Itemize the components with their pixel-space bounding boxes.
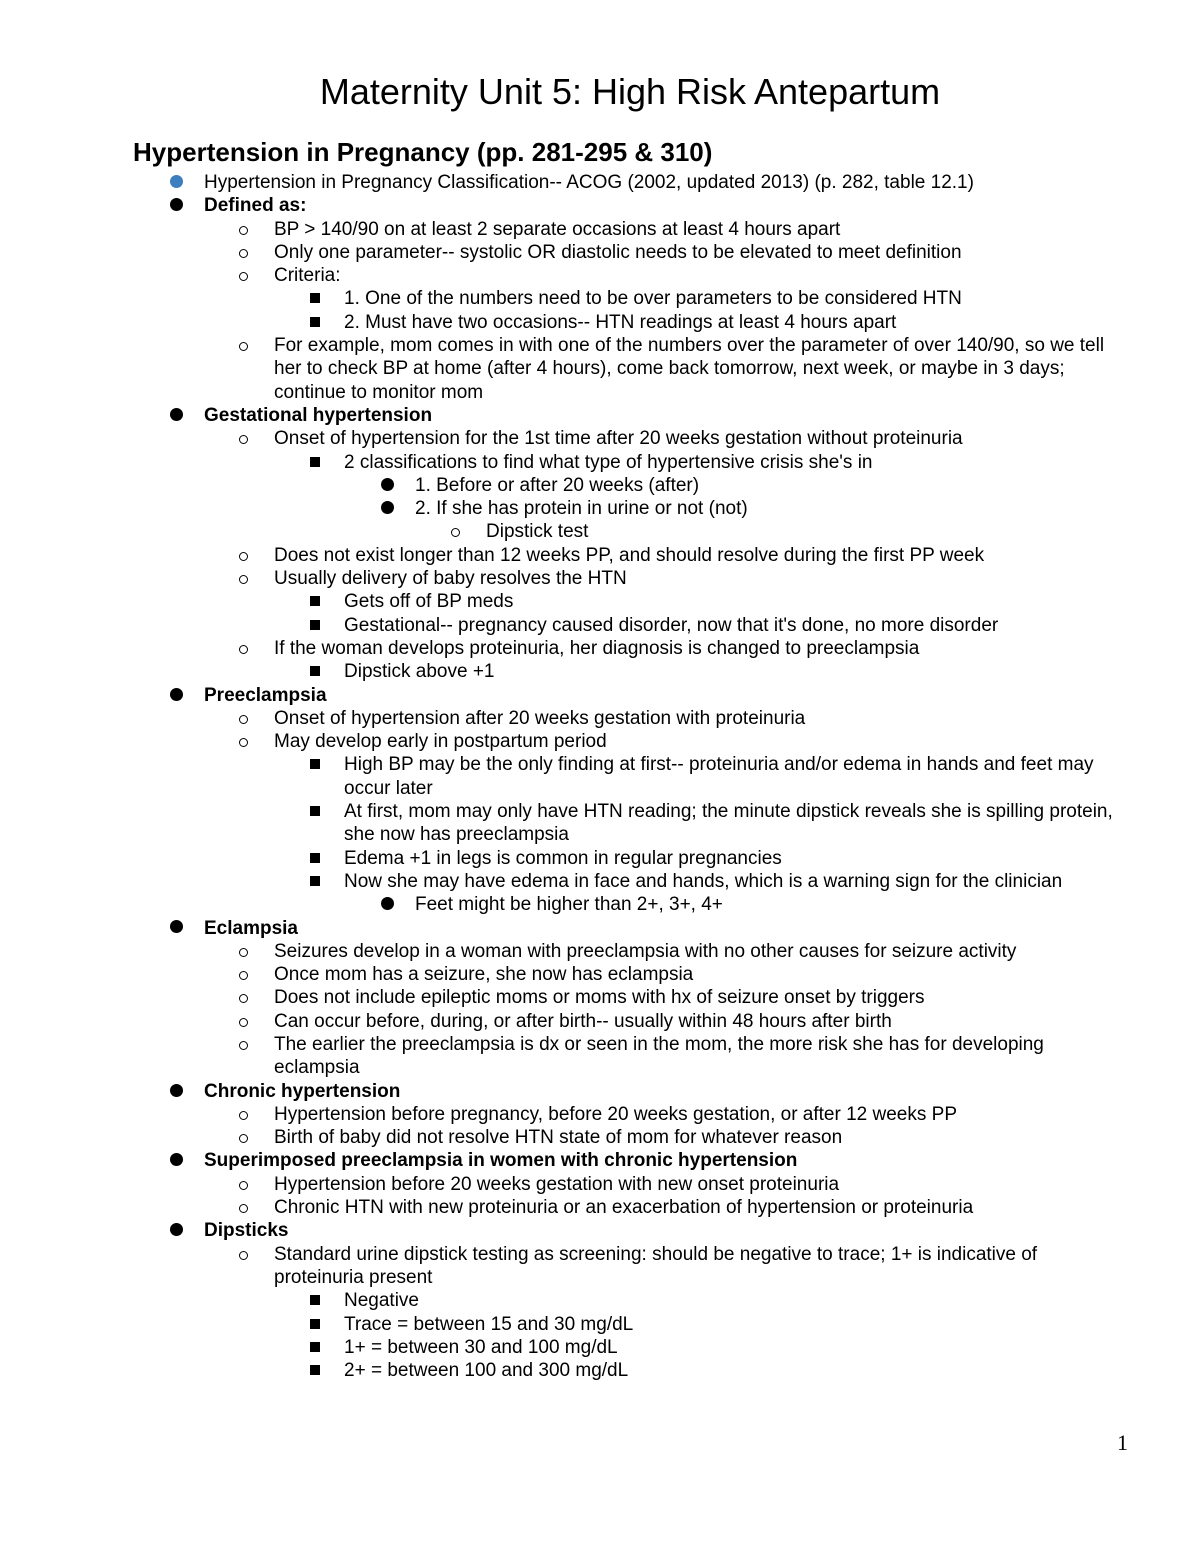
- bullet-square-icon: [310, 800, 320, 823]
- outline-item-text: 2 classifications to find what type of hypertensive crisis she's in: [344, 451, 873, 473]
- outline-item: [0, 287, 1200, 310]
- outline-item-text: Dipstick above +1: [344, 661, 495, 683]
- bullet-dot-icon: [170, 194, 183, 217]
- bullet-square-icon: [310, 1289, 320, 1312]
- outline-item-text: 2. Must have two occasions-- HTN readings at least 4 hours apart: [344, 311, 897, 333]
- bullet-dot-icon: [170, 171, 183, 194]
- bullet-circle-icon: [239, 940, 248, 963]
- outline-item-text: If the woman develops proteinuria, her diagnosis is changed to preeclampsia: [274, 637, 920, 659]
- bullet-circle-icon: [239, 1173, 248, 1196]
- outline-item-text: The earlier the preeclampsia is dx or seen in the mom, the more risk she has for developing eclampsia: [274, 1033, 1044, 1079]
- outline-item: [0, 753, 1200, 800]
- outline-item: [0, 194, 1200, 217]
- outline-item: [0, 660, 1200, 683]
- bullet-square-icon: [310, 870, 320, 893]
- outline-item: [0, 334, 1200, 404]
- bullet-square-icon: [310, 660, 320, 683]
- outline-item: [0, 707, 1200, 730]
- outline-item-text: Gestational-- pregnancy caused disorder, now that it's done, no more disorder: [344, 614, 999, 636]
- section-heading: Hypertension in Pregnancy (pp. 281-295 & 310): [133, 137, 713, 167]
- outline-item: [0, 637, 1200, 660]
- outline-item: [0, 1033, 1200, 1080]
- bullet-square-icon: [310, 1336, 320, 1359]
- outline-item-text: Gets off of BP meds: [344, 591, 514, 613]
- outline-item-text: Eclampsia: [204, 917, 298, 939]
- outline-item-text: Criteria:: [274, 265, 341, 287]
- outline-item: [0, 893, 1200, 916]
- outline-item: [0, 427, 1200, 450]
- outline-item: [0, 1219, 1200, 1242]
- outline-item: [0, 800, 1200, 847]
- outline-item: [0, 264, 1200, 287]
- outline-item-text: Hypertension before 20 weeks gestation with new onset proteinuria: [274, 1173, 840, 1195]
- bullet-circle-icon: [239, 637, 248, 660]
- outline-item-text: Can occur before, during, or after birth-- usually within 48 hours after birth: [274, 1010, 892, 1032]
- outline-item-text: Usually delivery of baby resolves the HTN: [274, 568, 627, 590]
- outline-item: [0, 590, 1200, 613]
- page-title: Maternity Unit 5: High Risk Antepartum: [319, 71, 941, 112]
- outline-item-text: At first, mom may only have HTN reading; the minute dipstick reveals she is spilling protein, she now has preeclampsia: [344, 801, 1113, 846]
- outline-item: [0, 614, 1200, 637]
- bullet-dot-icon: [170, 1219, 183, 1242]
- outline-item-text: Standard urine dipstick testing as screening: should be negative to trace; 1+ is indicative of proteinuria present: [274, 1243, 1038, 1288]
- outline-item-text: 1. Before or after 20 weeks (after): [415, 474, 700, 496]
- outline-item-text: Does not include epileptic moms or moms with hx of seizure onset by triggers: [274, 987, 925, 1009]
- outline-item: [0, 218, 1200, 241]
- bullet-dot-icon: [170, 1080, 183, 1103]
- bullet-circle-icon: [451, 520, 460, 543]
- outline-item-text: 2. If she has protein in urine or not (not): [415, 498, 748, 520]
- outline-item-text: Negative: [344, 1290, 419, 1312]
- bullet-circle-icon: [239, 567, 248, 590]
- bullet-dot-icon: [381, 497, 394, 520]
- bullet-circle-icon: [239, 1126, 248, 1149]
- outline-item: [0, 171, 1200, 194]
- bullet-square-icon: [310, 753, 320, 776]
- bullet-circle-icon: [239, 1010, 248, 1033]
- outline-item: [0, 1010, 1200, 1033]
- bullet-circle-icon: [239, 427, 248, 450]
- outline-item: [0, 684, 1200, 707]
- outline-item-text: Only one parameter-- systolic OR diastolic needs to be elevated to meet definition: [274, 241, 962, 263]
- outline-item-text: Dipsticks: [204, 1220, 289, 1242]
- outline-item: [0, 451, 1200, 474]
- outline-item: [0, 241, 1200, 264]
- outline-item-text: Now she may have edema in face and hands, which is a warning sign for the clinician: [344, 870, 1063, 892]
- bullet-circle-icon: [239, 264, 248, 287]
- outline-item: [0, 497, 1200, 520]
- outline-item: [0, 1126, 1200, 1149]
- outline-item: [0, 917, 1200, 940]
- outline-item-text: BP > 140/90 on at least 2 separate occasions at least 4 hours apart: [274, 218, 841, 240]
- bullet-circle-icon: [239, 963, 248, 986]
- outline-item-text: Hypertension in Pregnancy Classification-- ACOG (2002, updated 2013) (p. 282, table 12.1): [204, 172, 974, 193]
- outline-item: [0, 870, 1200, 893]
- bullet-circle-icon: [239, 730, 248, 753]
- bullet-square-icon: [310, 287, 320, 310]
- outline-item-text: Chronic HTN with new proteinuria or an exacerbation of hypertension or proteinuria: [274, 1197, 974, 1219]
- outline-item: [0, 730, 1200, 753]
- bullet-circle-icon: [239, 1196, 248, 1219]
- outline-item-text: For example, mom comes in with one of the numbers over the parameter of over 140/90, so we tell her to check BP at home (after 4 hours), come back tomorrow, next week, or maybe in 3 days; continue to monitor mom: [274, 335, 1105, 403]
- outline-item-text: 1. One of the numbers need to be over parameters to be considered HTN: [344, 288, 962, 310]
- bullet-circle-icon: [239, 1033, 248, 1056]
- outline-item-text: Edema +1 in legs is common in regular pregnancies: [344, 847, 782, 869]
- outline-item: [0, 1243, 1200, 1290]
- bullet-dot-icon: [381, 893, 394, 916]
- outline-item-text: Trace = between 15 and 30 mg/dL: [344, 1313, 634, 1335]
- outline-item-text: Seizures develop in a woman with preeclampsia with no other causes for seizure activity: [274, 940, 1017, 962]
- bulleted-outline: [0, 171, 1200, 1382]
- outline-item: [0, 986, 1200, 1009]
- outline-item-text: Gestational hypertension: [204, 404, 433, 426]
- bullet-circle-icon: [239, 1103, 248, 1126]
- outline-item: [0, 567, 1200, 590]
- outline-item-text: Chronic hypertension: [204, 1080, 401, 1102]
- outline-item-text: May develop early in postpartum period: [274, 731, 607, 753]
- bullet-circle-icon: [239, 218, 248, 241]
- outline-item-text: Superimposed preeclampsia in women with chronic hypertension: [204, 1150, 798, 1172]
- bullet-dot-icon: [170, 404, 183, 427]
- outline-item: [0, 1149, 1200, 1172]
- outline-item-text: Dipstick test: [486, 521, 589, 543]
- outline-item-text: High BP may be the only finding at first-- proteinuria and/or edema in hands and feet may occur later: [344, 754, 1094, 799]
- outline-item-text: 2+ = between 100 and 300 mg/dL: [344, 1360, 629, 1382]
- bullet-square-icon: [310, 1313, 320, 1336]
- outline-item-text: Defined as:: [204, 195, 307, 217]
- outline-item: [0, 311, 1200, 334]
- outline-item: [0, 1173, 1200, 1196]
- outline-item-text: Birth of baby did not resolve HTN state of mom for whatever reason: [274, 1127, 843, 1149]
- outline-item: [0, 474, 1200, 497]
- outline-item: [0, 1289, 1200, 1312]
- bullet-square-icon: [310, 847, 320, 870]
- bullet-dot-icon: [170, 684, 183, 707]
- bullet-circle-icon: [239, 241, 248, 264]
- outline-item-text: Does not exist longer than 12 weeks PP, and should resolve during the first PP week: [274, 544, 985, 566]
- outline-item: [0, 404, 1200, 427]
- bullet-square-icon: [310, 590, 320, 613]
- outline-item: [0, 520, 1200, 543]
- bullet-circle-icon: [239, 1243, 248, 1266]
- bullet-dot-icon: [170, 1149, 183, 1172]
- bullet-dot-icon: [381, 474, 394, 497]
- bullet-square-icon: [310, 311, 320, 334]
- outline-item-text: Preeclampsia: [204, 684, 327, 706]
- bullet-circle-icon: [239, 544, 248, 567]
- outline-item: [0, 847, 1200, 870]
- outline-item: [0, 963, 1200, 986]
- outline-item: [0, 1359, 1200, 1382]
- outline-item-text: Feet might be higher than 2+, 3+, 4+: [415, 894, 723, 916]
- outline-item: [0, 1080, 1200, 1103]
- outline-item-text: Onset of hypertension after 20 weeks gestation with proteinuria: [274, 707, 806, 729]
- outline-item-text: 1+ = between 30 and 100 mg/dL: [344, 1336, 618, 1358]
- outline-item: [0, 544, 1200, 567]
- bullet-circle-icon: [239, 986, 248, 1009]
- outline-item-text: Hypertension before pregnancy, before 20 weeks gestation, or after 12 weeks PP: [274, 1103, 957, 1125]
- page-number: 1: [1117, 1430, 1128, 1455]
- bullet-circle-icon: [239, 334, 248, 357]
- bullet-circle-icon: [239, 707, 248, 730]
- outline-item: [0, 1313, 1200, 1336]
- outline-item: [0, 1103, 1200, 1126]
- outline-item: [0, 940, 1200, 963]
- bullet-square-icon: [310, 451, 320, 474]
- outline-item: [0, 1336, 1200, 1359]
- outline-item: [0, 1196, 1200, 1219]
- outline-item-text: Once mom has a seizure, she now has eclampsia: [274, 964, 694, 986]
- bullet-square-icon: [310, 614, 320, 637]
- outline-item-text: Onset of hypertension for the 1st time after 20 weeks gestation without proteinuria: [274, 428, 963, 450]
- bullet-square-icon: [310, 1359, 320, 1382]
- bullet-dot-icon: [170, 917, 183, 940]
